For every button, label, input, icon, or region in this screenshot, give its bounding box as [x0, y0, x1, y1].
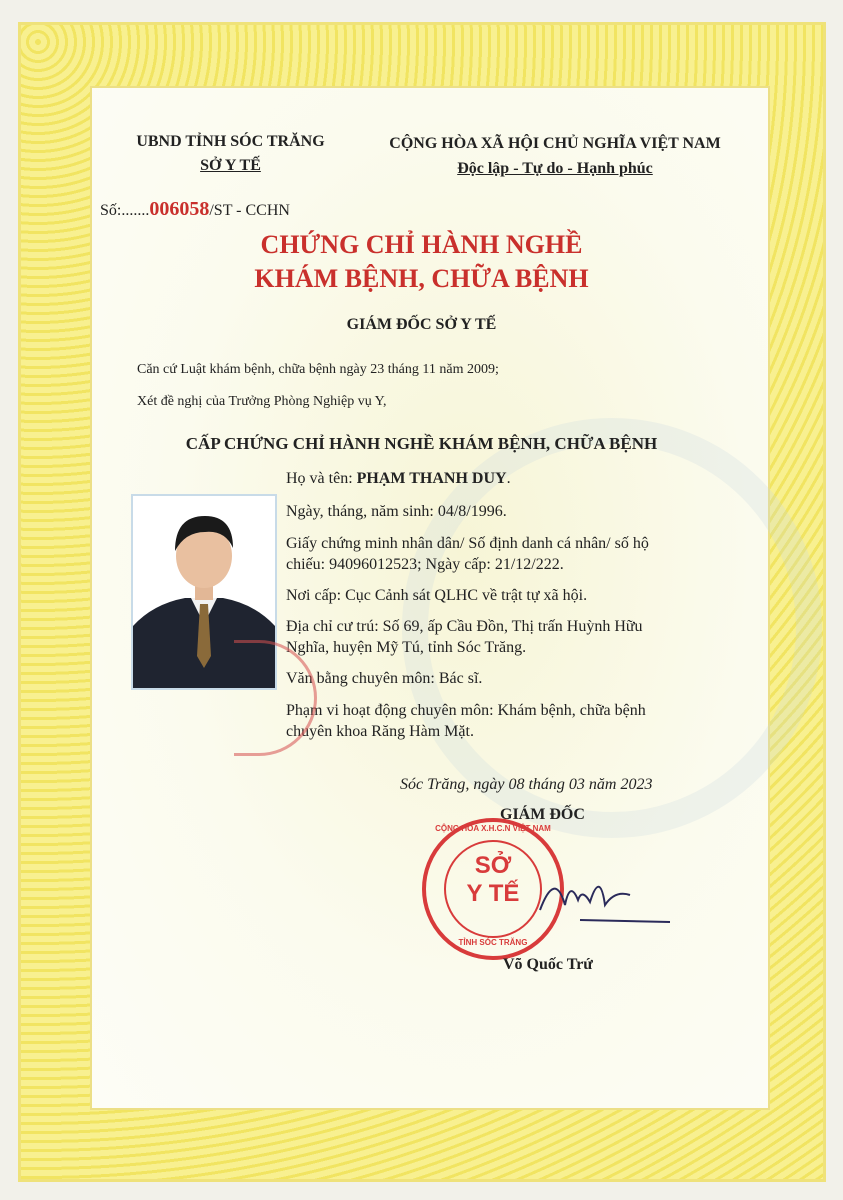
certificate-title-line2: KHÁM BỆNH, CHỮA BỆNH	[254, 264, 589, 293]
signer-role: GIÁM ĐỐC	[500, 806, 585, 823]
legal-basis-1: Căn cứ Luật khám bệnh, chữa bệnh ngày 23 tháng 11 năm 2009;	[137, 362, 499, 377]
holder-address-line1: Địa chỉ cư trú: Số 69, ấp Cầu Đồn, Thị trấn Huỳnh Hữu	[286, 618, 643, 635]
holder-scope-line2: chuyên khoa Răng Hàm Mặt.	[286, 723, 474, 740]
holder-issued-by: Nơi cấp: Cục Cảnh sát QLHC về trật tự xã hội.	[286, 587, 588, 604]
certificate-number	[100, 198, 290, 221]
issuer-province: UBND TỈNH SÓC TRĂNG	[136, 133, 325, 150]
issuing-authority: GIÁM ĐỐC SỞ Y TẾ	[346, 316, 497, 333]
seal-bottom-text: TỈNH SÓC TRĂNG	[458, 938, 528, 947]
seal-center-line1: SỞ	[474, 852, 512, 879]
holder-scope-line1: Phạm vi hoạt động chuyên môn: Khám bệnh, chữa bệnh	[286, 702, 646, 719]
country-motto: Độc lập - Tự do - Hạnh phúc	[457, 160, 653, 177]
name-value: PHẠM THANH DUY	[356, 470, 507, 487]
holder-name	[286, 470, 511, 488]
handwritten-signature	[520, 850, 680, 940]
holder-address-line2: Nghĩa, huyện Mỹ Tú, tỉnh Sóc Trăng.	[286, 639, 527, 656]
decision-heading: CẤP CHỨNG CHỈ HÀNH NGHỀ KHÁM BỆNH, CHỮA BỆNH	[185, 434, 658, 453]
legal-basis-2: Xét đề nghị của Trưởng Phòng Nghiệp vụ Y,	[137, 394, 387, 409]
signer-name: Võ Quốc Trứ	[503, 956, 593, 973]
number-value: 006058	[149, 198, 210, 220]
name-end: .	[506, 470, 511, 487]
place-and-date: Sóc Trăng, ngày 08 tháng 03 năm 2023	[400, 776, 653, 793]
certificate-title-line1: CHỨNG CHỈ HÀNH NGHỀ	[260, 230, 583, 259]
number-suffix: /ST - CCHN	[209, 202, 290, 219]
holder-degree: Văn bằng chuyên môn: Bác sĩ.	[286, 670, 483, 687]
holder-dob: Ngày, tháng, năm sinh: 04/8/1996.	[286, 503, 507, 520]
number-prefix: Số:.......	[100, 202, 150, 219]
seal-ring-text: CỘNG HÒA X.H.C.N VIỆT NAM	[435, 824, 551, 833]
seal-center-line2: Y TẾ	[466, 880, 520, 907]
holder-id-line2: chiếu: 94096012523; Ngày cấp: 21/12/222.	[286, 556, 564, 573]
issuer-department: SỞ Y TẾ	[200, 157, 261, 174]
holder-id-line1: Giấy chứng minh nhân dân/ Số định danh cá nhân/ số hộ	[286, 535, 649, 552]
country-name: CỘNG HÒA XÃ HỘI CHỦ NGHĨA VIỆT NAM	[389, 135, 721, 152]
name-label: Họ và tên:	[286, 470, 357, 487]
